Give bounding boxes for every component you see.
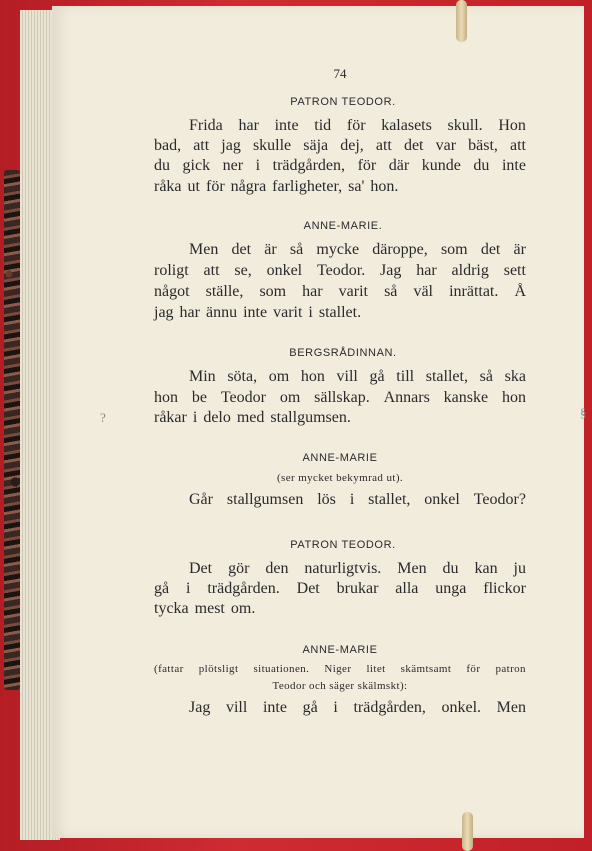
- word: att: [510, 137, 526, 154]
- word: roligt: [154, 262, 189, 279]
- word: där: [388, 157, 410, 174]
- word: dej,: [340, 137, 364, 154]
- word: farligheter,: [272, 178, 343, 195]
- word: bad,: [154, 137, 182, 154]
- word: har: [416, 262, 437, 279]
- word: inrättat.: [449, 283, 499, 300]
- text-line: [154, 305, 526, 321]
- word: Jag: [189, 699, 211, 716]
- word: gick: [182, 157, 211, 174]
- word: gå: [302, 699, 318, 716]
- word: jag: [154, 304, 174, 321]
- word: tid: [314, 117, 332, 134]
- word: Men: [496, 699, 526, 716]
- text-line: [189, 492, 526, 508]
- word: skulle: [252, 137, 292, 154]
- word: är: [513, 241, 526, 258]
- word: några: [230, 178, 267, 195]
- word: hon: [501, 389, 526, 406]
- word: så: [289, 241, 304, 258]
- word: trädgården,: [272, 157, 346, 174]
- word: Men: [189, 241, 219, 258]
- bookmark-ribbon-bottom[interactable]: [462, 812, 473, 851]
- word: unga: [435, 580, 467, 597]
- word: onkel.: [441, 699, 482, 716]
- word: Niger: [324, 663, 352, 675]
- speaker-label: PATRON TEODOR.: [290, 539, 396, 551]
- word: kunde: [421, 157, 461, 174]
- text-line: [154, 390, 526, 406]
- text-line: [189, 118, 526, 134]
- word: väl: [413, 283, 433, 300]
- word: i: [186, 580, 191, 597]
- word: stallet,: [368, 491, 411, 508]
- word: ju: [513, 560, 526, 577]
- word: Frida: [189, 117, 223, 134]
- word: aldrig: [451, 262, 489, 279]
- word: lös: [317, 491, 336, 508]
- word: hon.: [370, 178, 399, 195]
- word: det: [231, 241, 252, 258]
- word: för: [357, 157, 377, 174]
- word: ska: [504, 368, 526, 385]
- text-line: [154, 158, 526, 174]
- word: situationen.: [253, 663, 310, 675]
- word: gör: [228, 560, 250, 577]
- speaker-label: PATRON TEODOR.: [290, 96, 396, 108]
- word: inte: [243, 304, 268, 321]
- word: skull.: [447, 117, 483, 134]
- speaker-label: ANNE-MARIE: [302, 644, 378, 656]
- word: ut: [187, 178, 200, 195]
- speaker-label: ANNE-MARIE.: [303, 220, 383, 232]
- word: däroppe,: [372, 241, 428, 258]
- stage-direction: [154, 664, 526, 675]
- word: inte: [274, 117, 299, 134]
- word: så: [479, 368, 493, 385]
- text-line: [154, 263, 526, 279]
- word: Hon: [498, 117, 526, 134]
- word: något: [154, 283, 190, 300]
- word: alla: [395, 580, 419, 597]
- word: sett: [503, 262, 526, 279]
- word: har: [302, 283, 323, 300]
- word: kanske: [443, 389, 489, 406]
- word: Annars: [383, 389, 430, 406]
- word: (fattar: [154, 663, 184, 675]
- word: det: [480, 241, 501, 258]
- word: om: [279, 389, 301, 406]
- word: trädgården.: [207, 580, 280, 597]
- word: som: [440, 241, 468, 258]
- word: sa': [348, 178, 365, 195]
- text-line: [154, 284, 526, 300]
- word: Det: [296, 580, 320, 597]
- page-number: 74: [333, 66, 347, 81]
- word: skämtsamt: [400, 663, 452, 675]
- word: stallgumsen.: [270, 409, 351, 426]
- word: plötsligt: [198, 663, 239, 675]
- word: be: [191, 389, 207, 406]
- word: stallet.: [318, 304, 362, 321]
- word: har: [179, 304, 200, 321]
- word: inte: [501, 157, 526, 174]
- word: onkel: [266, 262, 303, 279]
- word: i: [308, 304, 313, 321]
- word: för: [205, 178, 225, 195]
- word: söta,: [227, 368, 258, 385]
- word: råkar: [154, 409, 187, 426]
- word: gå: [154, 580, 170, 597]
- word: ännu: [205, 304, 238, 321]
- word: kalasets: [381, 117, 432, 134]
- word: om.: [230, 600, 256, 617]
- word: stallet,: [425, 368, 468, 385]
- word: sällskap.: [314, 389, 370, 406]
- word: att: [193, 137, 210, 154]
- word: vill: [225, 699, 248, 716]
- word: i: [349, 491, 355, 508]
- word: varit: [273, 304, 303, 321]
- word: råka: [154, 178, 182, 195]
- word: naturligtvis.: [304, 560, 382, 577]
- word: Men: [397, 560, 427, 577]
- word: till: [396, 368, 415, 385]
- word: Min: [189, 368, 216, 385]
- word: litet: [366, 663, 386, 675]
- word: bäst,: [468, 137, 498, 154]
- word: har: [238, 117, 259, 134]
- text-line: [189, 700, 526, 716]
- word: delo: [203, 409, 231, 426]
- text-line: [189, 561, 526, 577]
- text-line: [189, 242, 526, 258]
- stage-direction: Teodor och säger skälmskt):: [272, 680, 408, 692]
- word: kan: [474, 560, 498, 577]
- text-line: [154, 138, 526, 154]
- word: patron: [495, 663, 526, 675]
- word: som: [259, 283, 287, 300]
- word: trädgården,: [353, 699, 426, 716]
- word: se,: [234, 262, 252, 279]
- word: stallgumsen: [226, 491, 304, 508]
- word: onkel: [424, 491, 460, 508]
- word: tycka: [154, 600, 189, 617]
- word: om: [268, 368, 290, 385]
- word: Det: [189, 560, 213, 577]
- word: att: [375, 137, 392, 154]
- bookmark-ribbon-top[interactable]: [456, 0, 467, 42]
- word: hon: [300, 368, 325, 385]
- word: inte: [262, 699, 287, 716]
- word: flickor: [483, 580, 526, 597]
- word: i: [255, 157, 261, 174]
- word: hon: [154, 389, 178, 406]
- word: är: [264, 241, 277, 258]
- word: med: [236, 409, 265, 426]
- word: mycke: [316, 241, 360, 258]
- word: för: [346, 117, 366, 134]
- word: vill: [336, 368, 358, 385]
- word: i: [333, 699, 338, 716]
- word: Teodor: [220, 389, 266, 406]
- word: Teodor.: [316, 262, 366, 279]
- text-line: [154, 179, 526, 195]
- text-line: [154, 410, 526, 426]
- word: för: [466, 663, 481, 675]
- word: brukar: [336, 580, 379, 597]
- word: varit: [338, 283, 368, 300]
- margin-mark: §: [580, 405, 587, 420]
- word: det: [403, 137, 424, 154]
- word: ner: [222, 157, 244, 174]
- word: att: [203, 262, 220, 279]
- word: Teodor?: [473, 491, 526, 508]
- word: du: [154, 157, 170, 174]
- word: var: [435, 137, 457, 154]
- word: gå: [369, 368, 385, 385]
- word: Går: [189, 491, 213, 508]
- text-line: [189, 369, 526, 385]
- word: mest: [194, 600, 225, 617]
- word: jag: [221, 137, 241, 154]
- word: ställe,: [205, 283, 244, 300]
- word: säja: [303, 137, 329, 154]
- word: du: [473, 157, 490, 174]
- speaker-label: BERGSRÅDINNAN.: [289, 347, 397, 359]
- word: Å: [514, 283, 526, 300]
- word: du: [442, 560, 459, 577]
- text-line: [154, 601, 526, 617]
- margin-mark: ?: [100, 410, 106, 425]
- stage-direction: (ser mycket bekymrad ut).: [276, 472, 404, 484]
- text-line: [154, 581, 526, 597]
- speaker-label: ANNE-MARIE: [302, 452, 378, 464]
- word: den: [265, 560, 289, 577]
- word: Jag: [380, 262, 402, 279]
- marbled-spine: [4, 170, 20, 690]
- word: i: [192, 409, 198, 426]
- word: så: [384, 283, 398, 300]
